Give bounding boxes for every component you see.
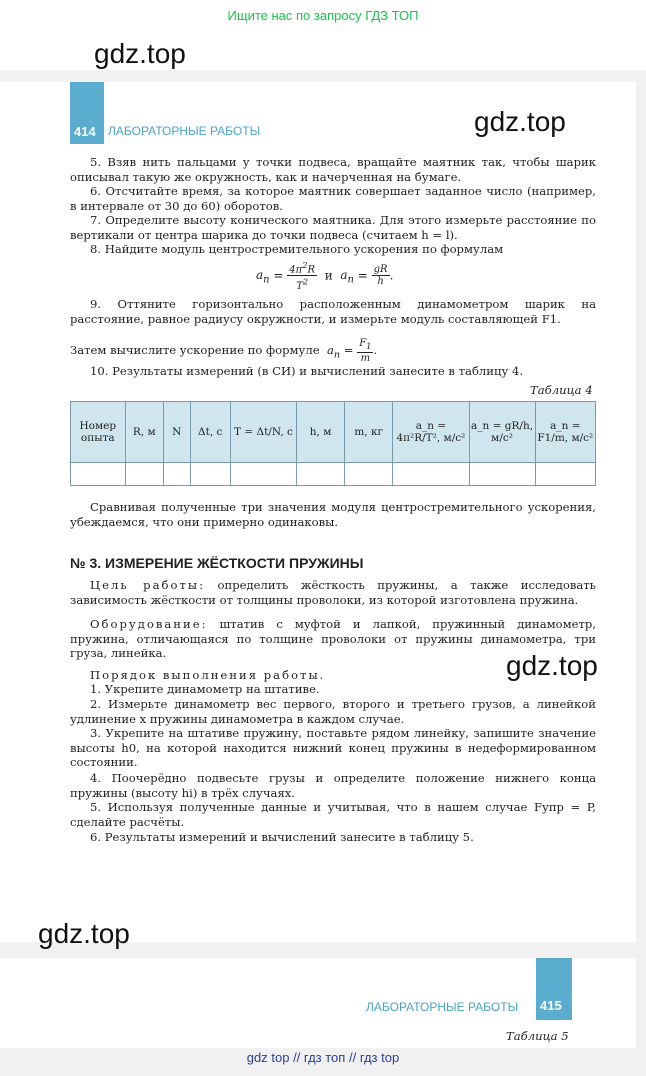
col-header: Номер опыта xyxy=(71,402,126,463)
section-title: № 3. ИЗМЕРЕНИЕ ЖЁСТКОСТИ ПРУЖИНЫ xyxy=(70,555,364,571)
jump-step-5: 5. Используя полученные данные и учитывая, что в нашем случае Fупр = P, сделайте расчёты. xyxy=(70,800,596,829)
goal-label: Цель работы: xyxy=(90,578,205,592)
bottom-link[interactable]: gdz top xyxy=(246,1050,290,1065)
table-row xyxy=(71,463,596,486)
formula-an: $a_n$ = $\frac{4\pi^2R}{T^2}$ и $a_n$ = $\frac{gR}{h}$. xyxy=(256,260,394,292)
equipment-paragraph: Оборудование: штатив с муфтой и лапкой, пружинный динамометр, пружина, отличающаяся по толщине проволоки от пружины динамометра, три груза, линейка. xyxy=(70,617,596,660)
order-label: Порядок выполнения работы. xyxy=(90,668,326,682)
page-number-tab: 414 xyxy=(70,82,104,144)
jump-step-3: 3. Укрепите на штативе пружину, поставьте рядом линейку, запишите значение высоты h0, на которой находится нижний конец пружины в недеформированном состоянии. xyxy=(70,726,596,769)
table-cell xyxy=(230,463,296,486)
col-header: h, м xyxy=(297,402,345,463)
goal-paragraph: Цель работы: определить жёсткость пружины, а также исследовать зависимость жёсткости от толщины проволоки, из которой изготовлена пружина. xyxy=(70,578,596,607)
step-8: 8. Найдите модуль центростремительного ускорения по формулам xyxy=(90,242,504,256)
watermark: gdz.top xyxy=(94,38,186,69)
bottom-link[interactable]: гдз топ xyxy=(303,1050,346,1065)
col-header: a_n = 4π²R/T², м/с² xyxy=(393,402,469,463)
bottom-links xyxy=(0,1050,646,1065)
col-header: Δt, с xyxy=(190,402,230,463)
step-9: 9. Оттяните горизонтально расположенным динамометром шарик на расстояние, равное радиусу окружности, и измерьте модуль составляющей F1. xyxy=(70,297,596,326)
table-cell xyxy=(125,463,163,486)
table-cell xyxy=(535,463,595,486)
watermark: gdz.top xyxy=(506,650,598,681)
step-6: 6. Отсчитайте время, за которое маятник совершает заданное число (например, в интервале от 30 до 60) оборотов. xyxy=(70,184,596,213)
table-header-row xyxy=(71,402,596,463)
table-cell xyxy=(345,463,393,486)
step-7: 7. Определите высоту конического маятника. Для этого измерьте расстояние по вертикали от центра шарика до точки подвеса (считаем h = l). xyxy=(70,213,596,242)
table-cell xyxy=(469,463,535,486)
col-header: R, м xyxy=(125,402,163,463)
table-cell xyxy=(71,463,126,486)
step-10: 10. Результаты измерений (в СИ) и вычислений занесите в таблицу 4. xyxy=(90,364,524,378)
watermark: gdz.top xyxy=(474,106,566,137)
jump-step-4: 4. Поочерёдно подвесьте грузы и определите положение нижнего конца пружины (высоту hi) в трёх случаях. xyxy=(70,771,596,800)
separator: // xyxy=(293,1050,301,1065)
table-5-caption: Таблица 5 xyxy=(506,1029,569,1043)
equipment-label: Оборудование: xyxy=(90,617,208,631)
col-header: N xyxy=(163,402,190,463)
bottom-link[interactable]: гдз top xyxy=(359,1050,400,1065)
table-cell xyxy=(297,463,345,486)
jump-step-6: 6. Результаты измерений и вычислений занесите в таблицу 5. xyxy=(90,830,474,844)
watermark: gdz.top xyxy=(38,918,130,949)
table-4 xyxy=(70,401,596,486)
col-header: a_n = F1/m, м/с² xyxy=(535,402,595,463)
running-header: ЛАБОРАТОРНЫЕ РАБОТЫ xyxy=(108,124,261,138)
separator: // xyxy=(348,1050,357,1065)
step-5: 5. Взяв нить пальцами у точки подвеса, вращайте маятник так, чтобы шарик описывал такую же окружность, как и начерченная на бумаге. xyxy=(70,155,596,184)
table-cell xyxy=(163,463,190,486)
table-cell xyxy=(393,463,469,486)
conclusion-text: Сравнивая полученные три значения модуля центростремительного ускорения, убеждаемся, что они примерно одинаковы. xyxy=(70,500,596,529)
jump-step-2: 2. Измерьте динамометр вес первого, второго и третьего грузов, а линейкой удлинение x пружины динамометра в каждом случае. xyxy=(70,697,596,726)
col-header: T = Δt/N, с xyxy=(230,402,296,463)
col-header: a_n = gR/h, м/с² xyxy=(469,402,535,463)
col-header: m, кг xyxy=(345,402,393,463)
table-cell xyxy=(190,463,230,486)
running-header: ЛАБОРАТОРНЫЕ РАБОТЫ xyxy=(366,1000,519,1014)
top-search-link[interactable]: Ищите нас по запросу ГДЗ ТОП xyxy=(227,8,419,23)
page-number-tab: 415 xyxy=(536,958,572,1020)
jump-step-1: 1. Укрепите динамометр на штативе. xyxy=(90,682,320,696)
table-4-caption: Таблица 4 xyxy=(530,383,593,397)
step-9-formula-text: Затем вычислите ускорение по формуле $a_n$ = $\frac{F_1}{m}$. xyxy=(70,338,378,364)
